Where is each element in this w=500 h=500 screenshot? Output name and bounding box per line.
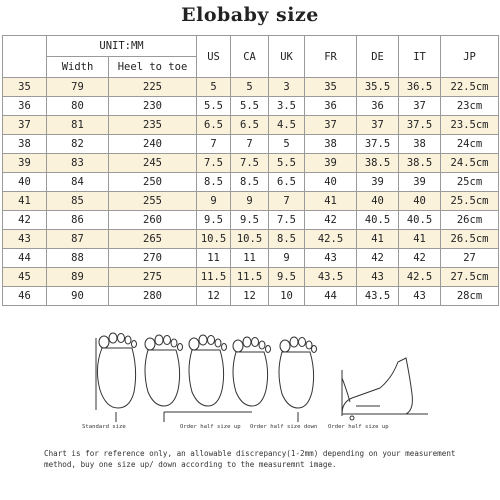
- unit-label: UNIT:MM: [47, 36, 197, 57]
- cell-size: 35: [3, 78, 47, 97]
- header-jp: JP: [441, 36, 499, 78]
- cell-fr: 44: [305, 287, 357, 306]
- table-row: [3, 230, 499, 249]
- chart-title: Elobaby size: [181, 4, 319, 26]
- table-row: [3, 192, 499, 211]
- cell-heel: 225: [109, 78, 197, 97]
- cell-ca: 7.5: [231, 154, 269, 173]
- table-row: [3, 135, 499, 154]
- cell-it: 37: [399, 97, 441, 116]
- cell-ca: 9.5: [231, 211, 269, 230]
- cell-ca: 6.5: [231, 116, 269, 135]
- cell-width: 82: [47, 135, 109, 154]
- header-width: Width: [47, 57, 109, 78]
- cell-jp: 23cm: [441, 97, 499, 116]
- cell-us: 8.5: [197, 173, 231, 192]
- cell-size: 38: [3, 135, 47, 154]
- header-uk: UK: [269, 36, 305, 78]
- cell-size: 40: [3, 173, 47, 192]
- cell-uk: 8.5: [269, 230, 305, 249]
- cell-fr: 36: [305, 97, 357, 116]
- cell-jp: 27: [441, 249, 499, 268]
- cell-fr: 40: [305, 173, 357, 192]
- header-fr: FR: [305, 36, 357, 78]
- foot-measurement-illustration: [80, 318, 500, 430]
- header-it: IT: [399, 36, 441, 78]
- cell-it: 41: [399, 230, 441, 249]
- cell-jp: 27.5cm: [441, 268, 499, 287]
- foot-half-up-icon: [145, 335, 271, 422]
- caption-half-size-up-2: Order half size up: [328, 424, 389, 430]
- size-chart-table: [2, 35, 499, 306]
- cell-de: 43.5: [357, 287, 399, 306]
- foot-measurement-icon: [342, 358, 428, 420]
- cell-it: 39: [399, 173, 441, 192]
- cell-ca: 12: [231, 287, 269, 306]
- cell-width: 81: [47, 116, 109, 135]
- cell-de: 37.5: [357, 135, 399, 154]
- cell-de: 40: [357, 192, 399, 211]
- cell-fr: 38: [305, 135, 357, 154]
- table-row: [3, 268, 499, 287]
- cell-width: 88: [47, 249, 109, 268]
- caption-standard-size: Standard size: [82, 424, 126, 430]
- table-row: [3, 97, 499, 116]
- cell-de: 38.5: [357, 154, 399, 173]
- cell-us: 11.5: [197, 268, 231, 287]
- cell-fr: 39: [305, 154, 357, 173]
- cell-heel: 230: [109, 97, 197, 116]
- cell-ca: 9: [231, 192, 269, 211]
- cell-heel: 260: [109, 211, 197, 230]
- cell-jp: 23.5cm: [441, 116, 499, 135]
- cell-us: 5.5: [197, 97, 231, 116]
- cell-it: 40: [399, 192, 441, 211]
- cell-jp: 24cm: [441, 135, 499, 154]
- cell-uk: 5.5: [269, 154, 305, 173]
- note-line-2: method, buy one size up/ down according to the measuremnt image.: [44, 460, 337, 469]
- cell-uk: 3: [269, 78, 305, 97]
- cell-it: 38: [399, 135, 441, 154]
- cell-uk: 5: [269, 135, 305, 154]
- cell-width: 80: [47, 97, 109, 116]
- cell-heel: 235: [109, 116, 197, 135]
- cell-fr: 41: [305, 192, 357, 211]
- cell-heel: 245: [109, 154, 197, 173]
- cell-fr: 43.5: [305, 268, 357, 287]
- cell-fr: 43: [305, 249, 357, 268]
- cell-uk: 7.5: [269, 211, 305, 230]
- cell-size: 43: [3, 230, 47, 249]
- cell-ca: 7: [231, 135, 269, 154]
- cell-heel: 265: [109, 230, 197, 249]
- cell-de: 39: [357, 173, 399, 192]
- cell-us: 7.5: [197, 154, 231, 173]
- cell-us: 6.5: [197, 116, 231, 135]
- cell-width: 87: [47, 230, 109, 249]
- cell-us: 11: [197, 249, 231, 268]
- cell-jp: 28cm: [441, 287, 499, 306]
- cell-width: 89: [47, 268, 109, 287]
- table-row: [3, 116, 499, 135]
- cell-size: 41: [3, 192, 47, 211]
- cell-us: 12: [197, 287, 231, 306]
- cell-jp: 26cm: [441, 211, 499, 230]
- cell-it: 43: [399, 287, 441, 306]
- cell-uk: 9.5: [269, 268, 305, 287]
- table-row: [3, 173, 499, 192]
- cell-jp: 25.5cm: [441, 192, 499, 211]
- cell-de: 36: [357, 97, 399, 116]
- header-us: US: [197, 36, 231, 78]
- note-line-1: Chart is for reference only, an allowable discrepancy(1-2mm) depending on your measurement: [44, 449, 456, 458]
- size-header-cell: [3, 36, 47, 78]
- cell-de: 37: [357, 116, 399, 135]
- caption-half-size-down: Order half size down: [250, 424, 318, 430]
- cell-size: 45: [3, 268, 47, 287]
- cell-heel: 240: [109, 135, 197, 154]
- cell-it: 38.5: [399, 154, 441, 173]
- cell-fr: 35: [305, 78, 357, 97]
- cell-width: 79: [47, 78, 109, 97]
- cell-it: 37.5: [399, 116, 441, 135]
- cell-width: 86: [47, 211, 109, 230]
- cell-width: 85: [47, 192, 109, 211]
- cell-de: 43: [357, 268, 399, 287]
- cell-it: 42.5: [399, 268, 441, 287]
- table-row: [3, 211, 499, 230]
- cell-heel: 280: [109, 287, 197, 306]
- header-heel-to-toe: Heel to toe: [109, 57, 197, 78]
- cell-width: 83: [47, 154, 109, 173]
- cell-uk: 9: [269, 249, 305, 268]
- cell-jp: 26.5cm: [441, 230, 499, 249]
- cell-us: 7: [197, 135, 231, 154]
- cell-heel: 255: [109, 192, 197, 211]
- cell-ca: 11.5: [231, 268, 269, 287]
- cell-heel: 270: [109, 249, 197, 268]
- cell-jp: 22.5cm: [441, 78, 499, 97]
- cell-uk: 4.5: [269, 116, 305, 135]
- cell-jp: 24.5cm: [441, 154, 499, 173]
- cell-uk: 6.5: [269, 173, 305, 192]
- cell-size: 46: [3, 287, 47, 306]
- cell-de: 42: [357, 249, 399, 268]
- cell-size: 37: [3, 116, 47, 135]
- cell-size: 36: [3, 97, 47, 116]
- cell-size: 42: [3, 211, 47, 230]
- header-ca: CA: [231, 36, 269, 78]
- cell-width: 90: [47, 287, 109, 306]
- table-row: [3, 249, 499, 268]
- cell-fr: 37: [305, 116, 357, 135]
- cell-ca: 5: [231, 78, 269, 97]
- foot-half-down-icon: [279, 337, 317, 422]
- cell-heel: 275: [109, 268, 197, 287]
- header-row: [3, 36, 499, 57]
- cell-ca: 10.5: [231, 230, 269, 249]
- header-de: DE: [357, 36, 399, 78]
- cell-fr: 42: [305, 211, 357, 230]
- cell-size: 39: [3, 154, 47, 173]
- cell-uk: 7: [269, 192, 305, 211]
- caption-half-size-up: Order half size up: [180, 424, 241, 430]
- cell-jp: 25cm: [441, 173, 499, 192]
- cell-fr: 42.5: [305, 230, 357, 249]
- table-row: [3, 287, 499, 306]
- cell-us: 9.5: [197, 211, 231, 230]
- cell-de: 40.5: [357, 211, 399, 230]
- cell-de: 41: [357, 230, 399, 249]
- cell-it: 40.5: [399, 211, 441, 230]
- table-row: [3, 154, 499, 173]
- cell-us: 10.5: [197, 230, 231, 249]
- cell-ca: 11: [231, 249, 269, 268]
- foot-standard-icon: [96, 333, 137, 422]
- cell-ca: 8.5: [231, 173, 269, 192]
- cell-heel: 250: [109, 173, 197, 192]
- table-row: [3, 78, 499, 97]
- cell-de: 35.5: [357, 78, 399, 97]
- cell-us: 5: [197, 78, 231, 97]
- cell-width: 84: [47, 173, 109, 192]
- cell-uk: 10: [269, 287, 305, 306]
- reference-note: [44, 448, 484, 470]
- cell-us: 9: [197, 192, 231, 211]
- cell-ca: 5.5: [231, 97, 269, 116]
- cell-size: 44: [3, 249, 47, 268]
- cell-it: 42: [399, 249, 441, 268]
- cell-it: 36.5: [399, 78, 441, 97]
- cell-uk: 3.5: [269, 97, 305, 116]
